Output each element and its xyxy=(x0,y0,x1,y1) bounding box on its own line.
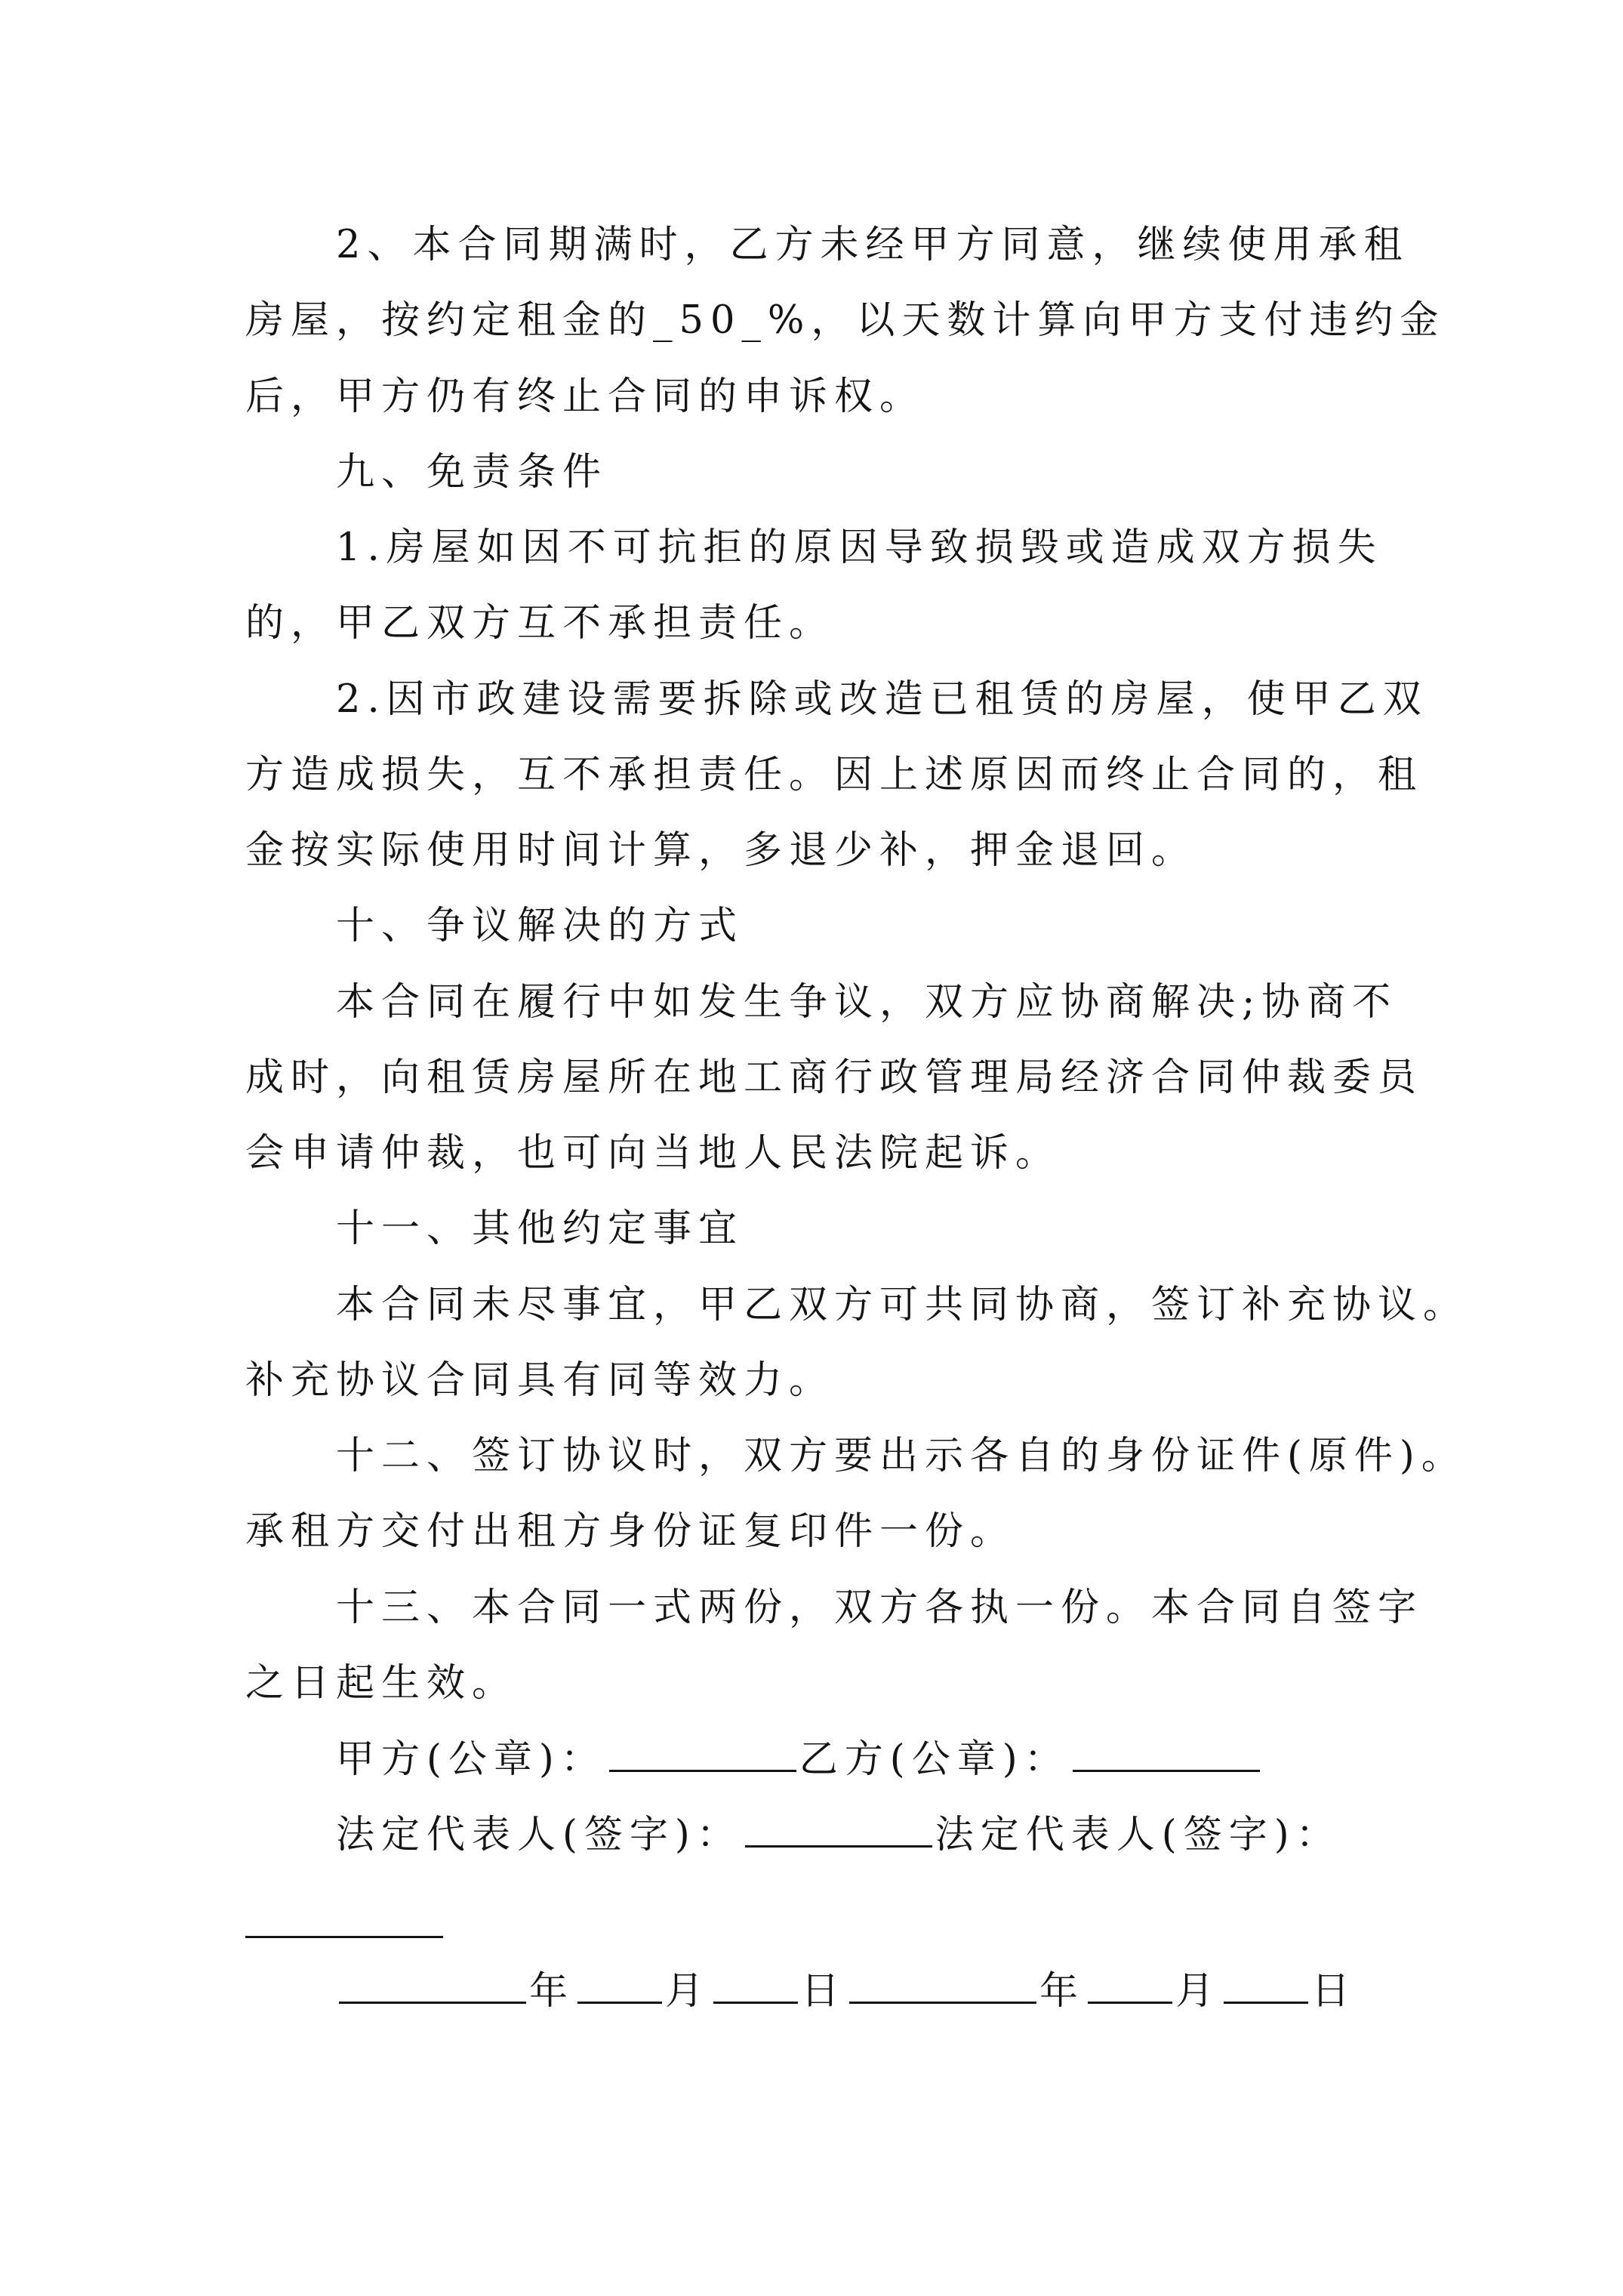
clause-9-1-line-1: 1.房屋如因不可抗拒的原因导致损毁或造成双方损失 xyxy=(336,525,1383,570)
date-b-month-blank[interactable] xyxy=(1088,1968,1172,2004)
party-a-seal-label: 甲方(公章)： xyxy=(336,1737,606,1782)
clause-9-2-line-3: 金按实际使用时间计算，多退少补，押金退回。 xyxy=(245,828,1197,873)
clause-9-2-line-1: 2.因市政建设需要拆除或改造已租赁的房屋，使甲乙双 xyxy=(336,677,1428,722)
section-11-heading: 十一、其他约定事宜 xyxy=(336,1207,744,1251)
date-b-month-label: 月 xyxy=(1175,1969,1221,2014)
date-a-day-blank[interactable] xyxy=(713,1968,798,2004)
clause-12-line-2: 承租方交付出租方身份证复印件一份。 xyxy=(245,1509,1016,1554)
date-b-day-blank[interactable] xyxy=(1224,1968,1308,2004)
date-a-day-label: 日 xyxy=(801,1969,847,2014)
legal-rep-line xyxy=(336,1812,1341,1857)
date-b-year-blank[interactable] xyxy=(849,1968,1036,2004)
clause-12-line-1: 十二、签订协议时，双方要出示各自的身份证件(原件)。 xyxy=(336,1434,1467,1478)
clause-8-2-line-2: 房屋，按约定租金的_50_%，以天数计算向甲方支付违约金 xyxy=(245,298,1446,343)
clause-11-line-1: 本合同未尽事宜，甲乙双方可共同协商，签订补充协议。 xyxy=(336,1283,1469,1327)
party-b-seal-label: 乙方(公章)： xyxy=(799,1737,1070,1782)
clause-13-line-2: 之日起生效。 xyxy=(245,1661,518,1706)
clause-11-line-2: 补充协议合同具有同等效力。 xyxy=(245,1358,835,1403)
date-b-year-label: 年 xyxy=(1039,1969,1086,2014)
seal-line xyxy=(336,1737,1263,1782)
date-a-month-blank[interactable] xyxy=(577,1968,662,2004)
date-line xyxy=(336,1968,1357,2014)
clause-9-2-line-2: 方造成损失，互不承担责任。因上述原因而终止合同的，租 xyxy=(245,753,1424,797)
party-b-seal-blank[interactable] xyxy=(1073,1737,1260,1772)
legal-rep-b-label: 法定代表人(签字)： xyxy=(935,1813,1341,1857)
clause-8-2-line-1: 2、本合同期满时，乙方未经甲方同意，继续使用承租 xyxy=(336,223,1409,267)
clause-10-line-3: 会申请仲裁，也可向当地人民法院起诉。 xyxy=(245,1131,1061,1176)
section-9-heading: 九、免责条件 xyxy=(336,450,608,495)
legal-rep-a-label: 法定代表人(签字)： xyxy=(336,1813,742,1857)
clause-9-1-line-2: 的，甲乙双方互不承担责任。 xyxy=(245,601,835,646)
legal-rep-b-blank[interactable] xyxy=(245,1935,443,1938)
clause-13-line-1: 十三、本合同一式两份，双方各执一份。本合同自签字 xyxy=(336,1586,1424,1630)
clause-10-line-2: 成时，向租赁房屋所在地工商行政管理局经济合同仲裁委员 xyxy=(245,1056,1424,1100)
section-10-heading: 十、争议解决的方式 xyxy=(336,904,744,948)
party-a-seal-blank[interactable] xyxy=(609,1737,796,1772)
date-b-day-label: 日 xyxy=(1311,1969,1357,2014)
date-a-year-label: 年 xyxy=(529,1969,575,2014)
date-a-month-label: 月 xyxy=(665,1969,711,2014)
date-a-year-blank[interactable] xyxy=(339,1968,526,2004)
clause-10-line-1: 本合同在履行中如发生争议，双方应协商解决;协商不 xyxy=(336,980,1398,1025)
clause-8-2-line-3: 后，甲方仍有终止合同的申诉权。 xyxy=(245,374,925,419)
legal-rep-a-blank[interactable] xyxy=(745,1812,932,1848)
